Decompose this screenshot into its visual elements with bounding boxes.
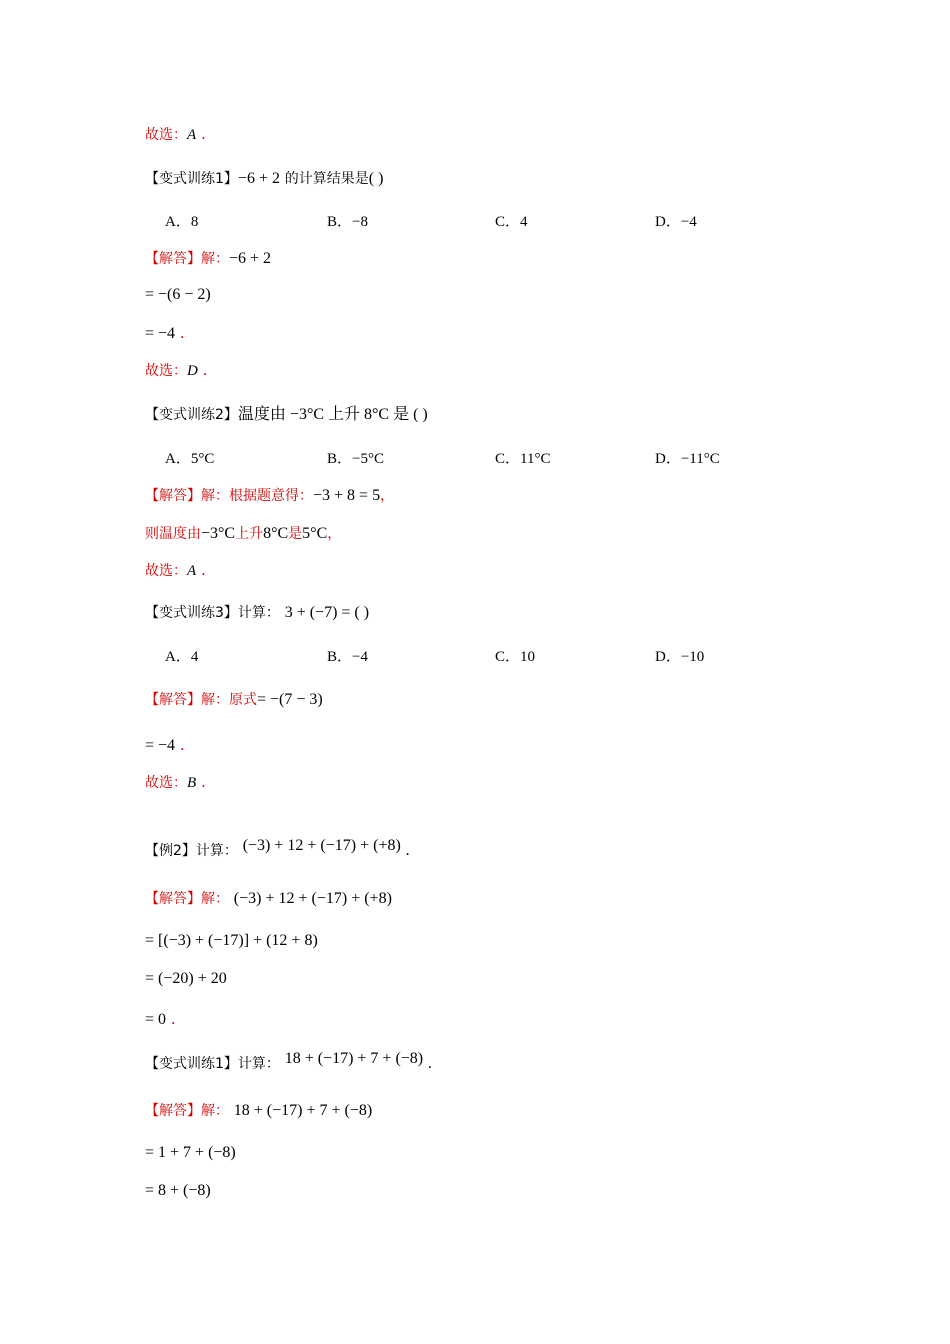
answer-line-3 [145, 772, 206, 793]
option-d: D．−10 [655, 649, 705, 665]
solution-text: 原式 [229, 692, 257, 708]
question-text: 温度由 −3°C 上升 8°C 是 ( ) [237, 406, 428, 423]
answer-choice: B [187, 775, 197, 791]
temperature-value: 8°C [263, 525, 289, 542]
period: . [200, 773, 206, 791]
solution-step: = [(−3) + (−17)] + (12 + 8) [145, 932, 318, 949]
option-c: C．11°C [495, 451, 551, 467]
period: . [405, 842, 410, 859]
solution-line [145, 1100, 372, 1121]
option-a: A．5°C [165, 451, 215, 467]
solution-step-final [145, 1009, 176, 1030]
solution-text: 根据题意得： [229, 488, 313, 504]
question-label: 计算： [237, 605, 280, 621]
question-expression: −6 + 2 [237, 170, 280, 187]
solution-expression: = −(7 − 3) [257, 691, 323, 708]
answer-choice: A [187, 127, 197, 143]
answer-label: 故选： [145, 563, 187, 579]
solution-step: = 1 + 7 + (−8) [145, 1144, 236, 1161]
option-b: B．−4 [327, 649, 368, 665]
answer-blank: ( ) [368, 170, 384, 187]
solution-expression: 18 + (−17) + 7 + (−8) [233, 1102, 373, 1119]
solution-label: 【解答】解： [145, 1103, 229, 1119]
answer-choice: A [187, 563, 197, 579]
solution-expression: (−3) + 12 + (−17) + (+8) [233, 890, 392, 907]
question-expression: 18 + (−17) + 7 + (−8) [284, 1050, 424, 1067]
solution-step: = −4 [145, 737, 176, 754]
solution-step: = −(6 − 2) [145, 286, 211, 303]
period: . [179, 324, 185, 342]
option-a: A．4 [165, 649, 199, 665]
option-d: D．−11°C [655, 451, 720, 467]
solution-step-final [145, 323, 185, 344]
question-label: 计算： [237, 1056, 280, 1072]
comma: ， [380, 488, 395, 504]
conclusion-text: 是 [288, 526, 303, 542]
answer-label: 故选： [145, 775, 187, 791]
solution-expression: −3 + 8 = 5 [313, 487, 381, 504]
solution-step: = 0 [145, 1011, 167, 1028]
exercise-title: 【变式训练1】 [145, 1056, 238, 1072]
exercise-1-question [145, 168, 383, 189]
temperature-value: 5°C [302, 525, 328, 542]
option-b: B．−8 [327, 214, 368, 230]
solution-step: = −4 [145, 325, 176, 342]
question-text: 的计算结果是 [284, 171, 369, 187]
question-expression: (−3) + 12 + (−17) + (+8) [242, 837, 401, 854]
period: . [200, 125, 206, 143]
period: . [200, 561, 206, 579]
option-b: B．−5°C [327, 451, 384, 467]
example-title: 【例2】 [145, 843, 196, 859]
period: . [427, 1055, 432, 1072]
solution-label: 【解答】解： [145, 251, 229, 267]
exercise-4-question [145, 1050, 432, 1074]
solution-label: 【解答】解： [145, 692, 229, 708]
solution-line [145, 248, 271, 269]
exercise-2-question [145, 404, 428, 425]
conclusion-text: 则温度由 [145, 526, 201, 542]
answer-label: 故选： [145, 127, 187, 143]
period: . [179, 736, 185, 754]
question-expression: 3 + (−7) = ( ) [284, 604, 370, 621]
option-c: C．10 [495, 649, 536, 665]
answer-choice: D [187, 363, 198, 379]
option-a: A．8 [165, 214, 199, 230]
example-2-question [145, 837, 410, 861]
solution-step: = 8 + (−8) [145, 1182, 211, 1199]
solution-label: 【解答】解： [145, 488, 229, 504]
answer-line-2 [145, 560, 206, 581]
question-label: 计算： [195, 843, 238, 859]
comma: ， [327, 526, 342, 542]
solution-line [145, 888, 392, 909]
exercise-title: 【变式训练2】 [145, 407, 238, 423]
option-d: D．−4 [655, 214, 697, 230]
solution-line [145, 689, 323, 710]
solution-line [145, 485, 394, 506]
period: . [170, 1010, 176, 1028]
exercise-3-question [145, 602, 369, 623]
exercise-title: 【变式训练1】 [145, 171, 238, 187]
solution-conclusion [145, 523, 341, 544]
answer-line-0 [145, 124, 206, 145]
option-c: C．4 [495, 214, 528, 230]
temperature-value: −3°C [201, 525, 236, 542]
conclusion-text: 上升 [235, 526, 264, 542]
exercise-title: 【变式训练3】 [145, 605, 238, 621]
solution-label: 【解答】解： [145, 891, 229, 907]
solution-step: = (−20) + 20 [145, 970, 227, 987]
solution-expression: −6 + 2 [229, 250, 272, 267]
answer-line-1 [145, 360, 207, 381]
answer-label: 故选： [145, 363, 187, 379]
period: . [202, 361, 208, 379]
solution-step-final [145, 735, 185, 756]
